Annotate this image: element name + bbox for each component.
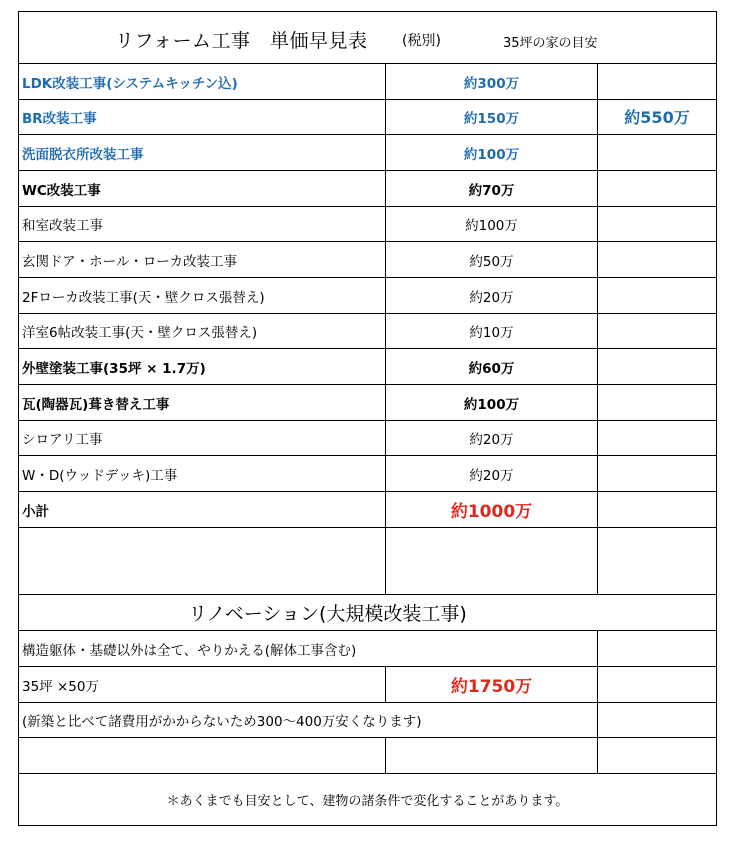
tax-note: (税別)	[402, 33, 441, 49]
item-price: 約50万	[386, 242, 598, 277]
item-name: BR改装工事	[19, 100, 386, 134]
renovation-note: (新築と比べて諸費用がかからないため300〜400万安くなります)	[19, 703, 598, 737]
renovation-price: 約1750万	[386, 667, 598, 702]
item-name: 2Fローカ改装工事(天・壁クロス張替え)	[19, 278, 386, 313]
item-name: 洋室6帖改装工事(天・壁クロス張替え)	[19, 314, 386, 348]
table-row	[19, 384, 716, 420]
renovation-title-row	[19, 594, 716, 630]
house-size-note: 35坪の家の目安	[503, 36, 598, 51]
empty-cell	[19, 528, 386, 594]
empty-cell	[386, 738, 598, 773]
item-price: 約100万	[386, 207, 598, 241]
item-name: WC改装工事	[19, 171, 386, 206]
table-row	[19, 348, 716, 384]
footer-note: ＊あくまでも目安として、建物の諸条件で変化することがあります。	[166, 794, 569, 809]
item-name: W・D(ウッドデッキ)工事	[19, 456, 386, 491]
table-row	[19, 241, 716, 277]
renovation-title: リノベーション(大規模改装工事)	[188, 603, 467, 625]
subtotal-price: 約1000万	[386, 492, 598, 527]
table-row	[19, 455, 716, 491]
table-row	[19, 702, 716, 737]
renovation-scope: 構造躯体・基礎以外は全て、やりかえる(解体工事含む)	[19, 631, 598, 666]
item-name: 玄関ドア・ホール・ローカ改装工事	[19, 242, 386, 277]
empty-row	[19, 737, 716, 773]
empty-row	[19, 527, 716, 594]
table-title-row	[19, 12, 716, 63]
subtotal-row	[19, 491, 716, 527]
item-price: 約100万	[386, 135, 598, 170]
table-row	[19, 313, 716, 348]
item-price: 約10万	[386, 314, 598, 348]
item-price: 約20万	[386, 456, 598, 491]
item-price: 約150万	[386, 100, 598, 134]
item-name: LDK改装工事(システムキッチン込)	[19, 64, 386, 99]
table-row	[19, 420, 716, 455]
table-row	[19, 630, 716, 666]
item-price: 約20万	[386, 421, 598, 455]
price-table	[18, 11, 717, 826]
item-price: 約100万	[386, 385, 598, 420]
item-name: 和室改装工事	[19, 207, 386, 241]
subtotal-label: 小計	[19, 492, 386, 527]
table-row	[19, 666, 716, 702]
item-name: 外壁塗装工事(35坪 × 1.7万)	[19, 349, 386, 384]
footer-row	[19, 773, 716, 825]
item-price: 約300万	[386, 64, 598, 99]
item-price: 約20万	[386, 278, 598, 313]
renovation-calc: 35坪 ×50万	[19, 667, 386, 702]
group-total: 約550万	[624, 108, 690, 127]
item-price: 約60万	[386, 349, 598, 384]
empty-cell	[386, 528, 598, 594]
page-title: リフォーム工事 単価早見表	[115, 30, 368, 52]
item-price: 約70万	[386, 171, 598, 206]
table-row	[19, 170, 716, 206]
item-name: シロアリ工事	[19, 421, 386, 455]
item-name: 瓦(陶器瓦)葺き替え工事	[19, 385, 386, 420]
table-row	[19, 277, 716, 313]
table-row	[19, 206, 716, 241]
item-name: 洗面脱衣所改装工事	[19, 135, 386, 170]
empty-cell	[19, 738, 386, 773]
